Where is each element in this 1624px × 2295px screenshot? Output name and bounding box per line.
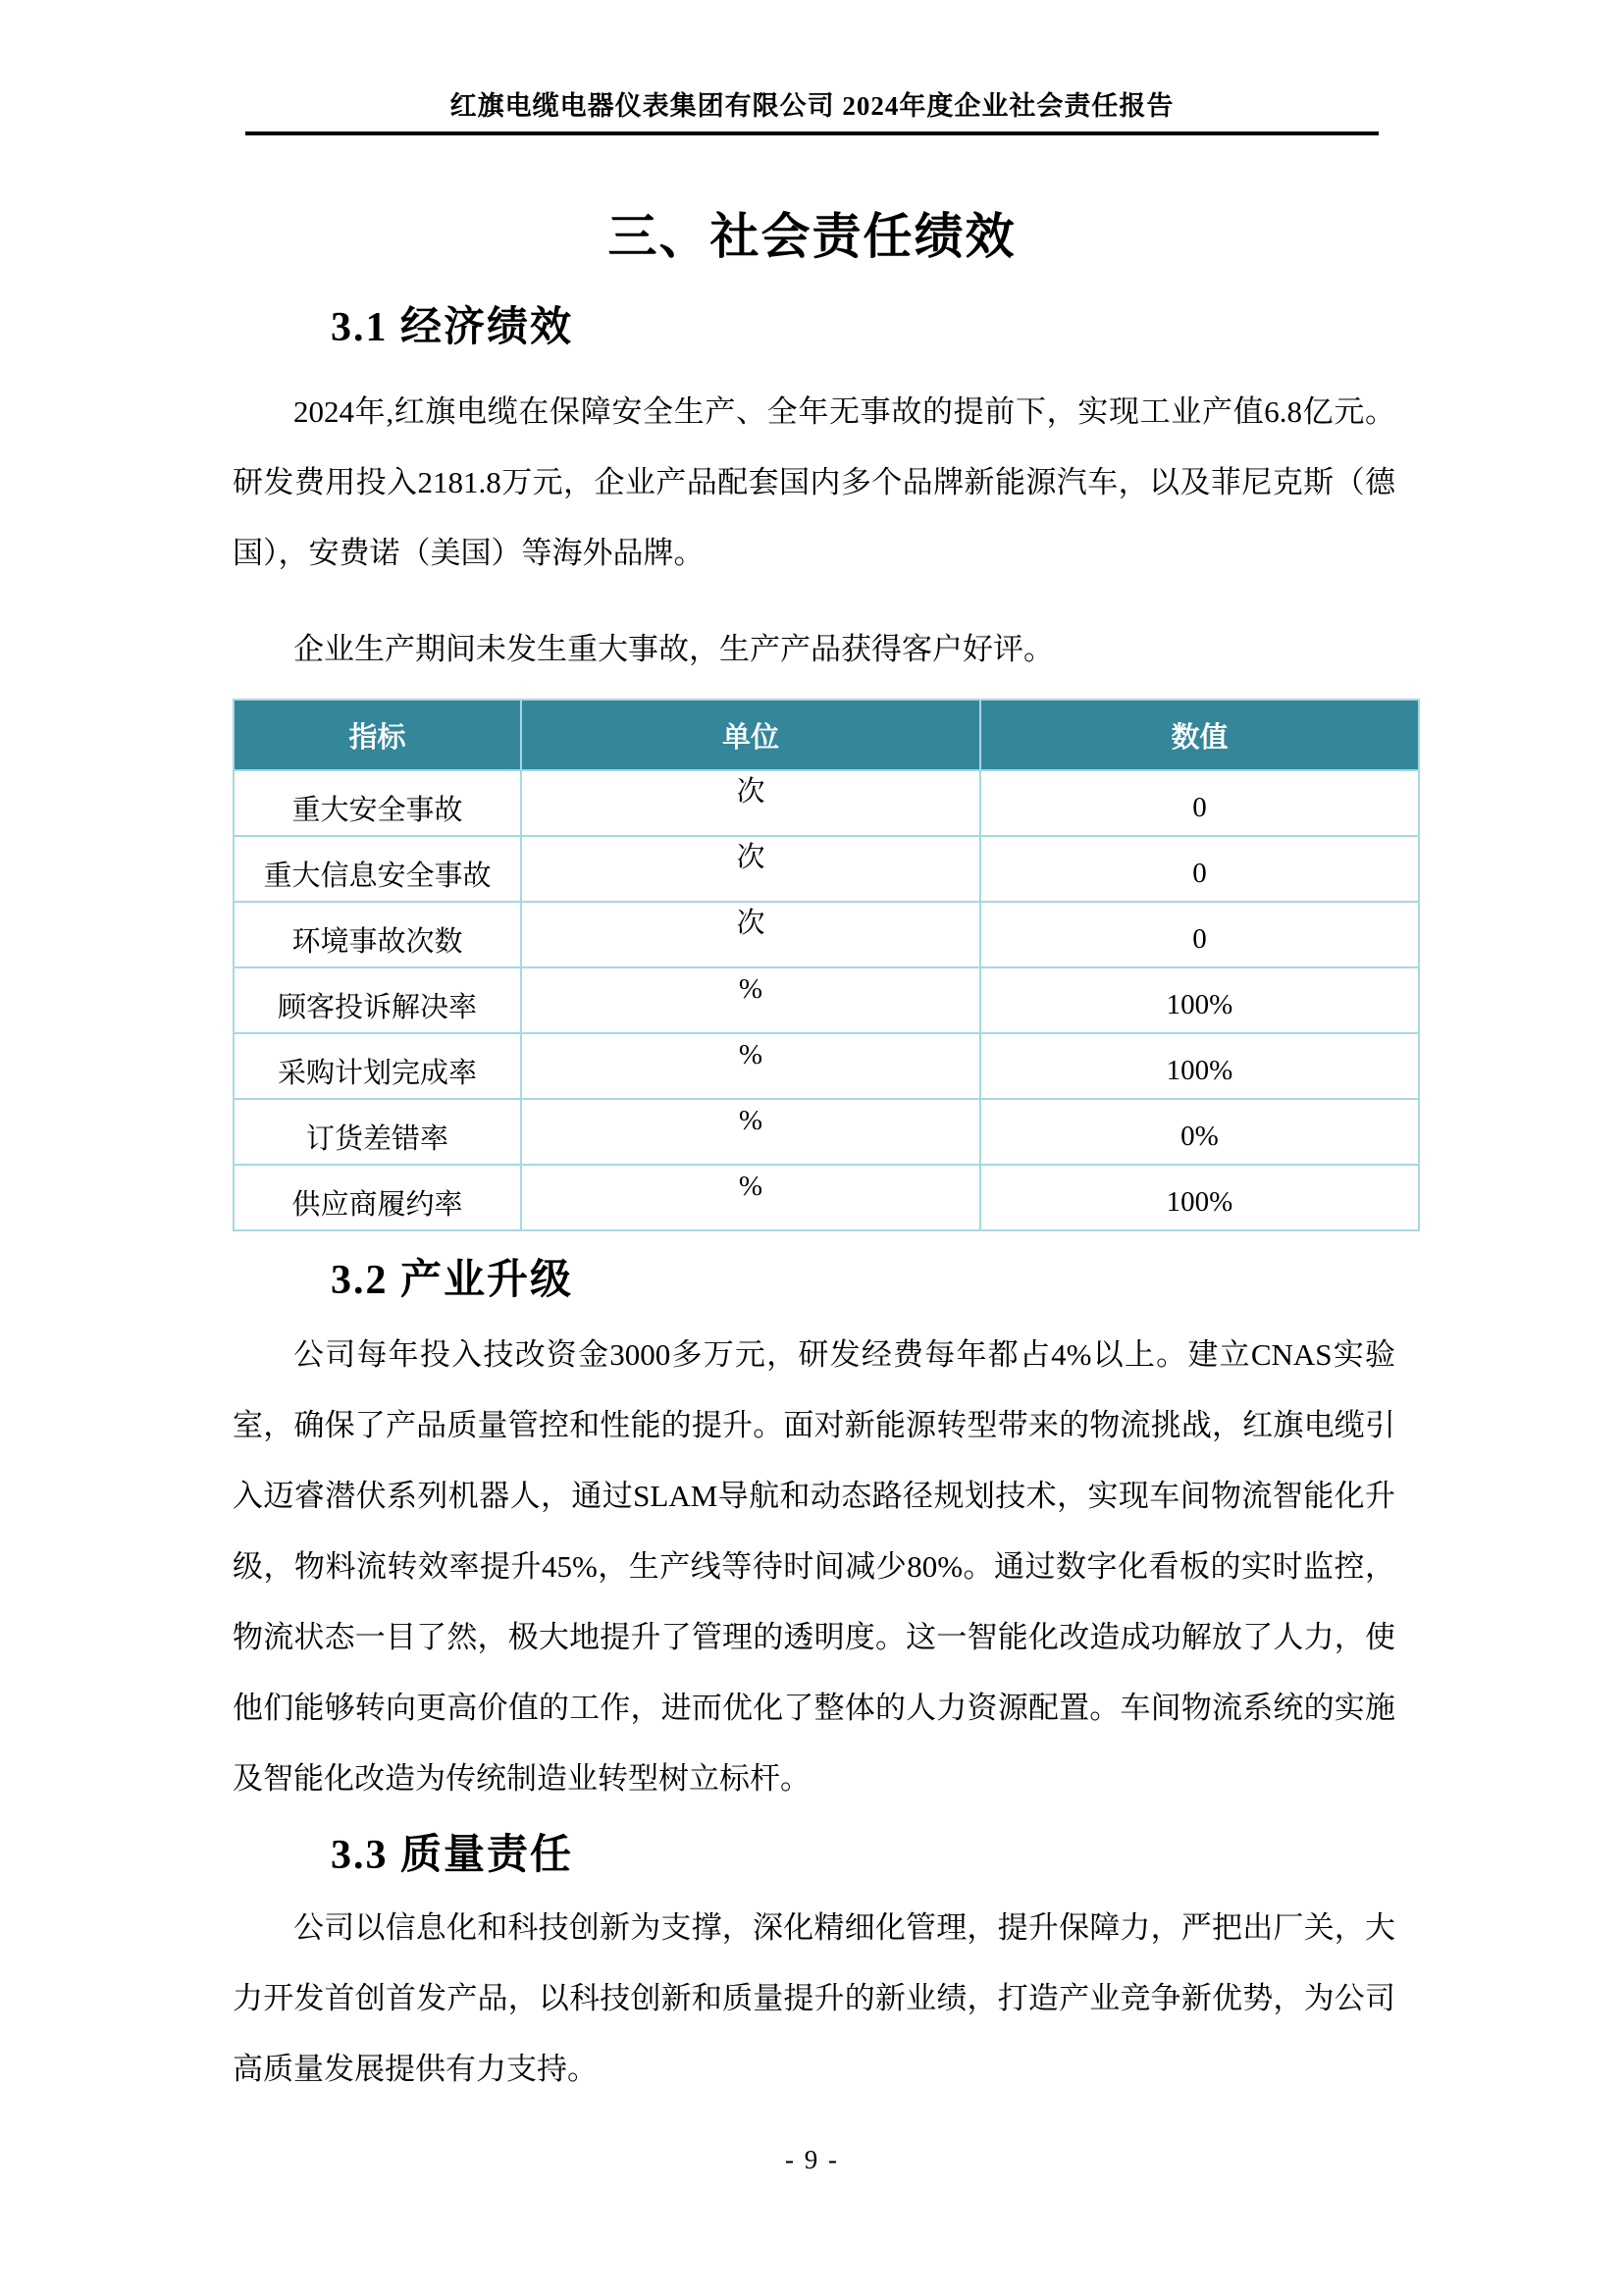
table-row xyxy=(234,1033,1419,1099)
page-number: - 9 - xyxy=(785,2145,839,2174)
section-heading-3-1: 3.1 经济绩效 xyxy=(331,305,574,351)
cell-value: 0 xyxy=(980,836,1419,902)
cell-unit: 次 xyxy=(521,770,980,836)
cell-value: 100% xyxy=(980,1033,1419,1099)
cell-value: 100% xyxy=(980,1165,1419,1230)
table-header-indicator: 指标 xyxy=(234,700,521,770)
cell-value: 100% xyxy=(980,967,1419,1033)
table-row xyxy=(234,967,1419,1033)
cell-value: 0 xyxy=(980,902,1419,967)
cell-unit: % xyxy=(521,1033,980,1099)
cell-unit: % xyxy=(521,1165,980,1230)
cell-unit: % xyxy=(521,967,980,1033)
report-header-title: 红旗电缆电器仪表集团有限公司 2024年度企业社会责任报告 xyxy=(449,91,1175,121)
table-header-row xyxy=(234,700,1419,770)
paragraph: 公司每年投入技改资金3000多万元，研发经费每年都占4%以上。建立CNAS实验室，确保了产品质量管控和性能的提升。面对新能源转型带来的物流挑战，红旗电缆引入迈睿潜伏系列机器人，通过SLAM导航和动态路径规划技术，实现车间物流智能化升级，物料流转效率提升45%，生产线等待时间减少80%。通过数字化看板的实时监控，物流状态一目了然，极大地提升了管理的透明度。这一智能化改造成功解放了人力，使他们能够转向更高价值的工作，进而优化了整体的人力资源配置。车间物流系统的实施及智能化改造为传统制造业转型树立标杆。 xyxy=(233,1337,1395,1797)
cell-value: 0% xyxy=(980,1099,1419,1165)
header-divider-rule xyxy=(245,131,1379,135)
cell-unit: % xyxy=(521,1099,980,1165)
cell-indicator: 顾客投诉解决率 xyxy=(234,967,521,1033)
table-header-unit: 单位 xyxy=(521,700,980,770)
cell-indicator: 订货差错率 xyxy=(234,1099,521,1165)
cell-unit: 次 xyxy=(521,836,980,902)
table-row xyxy=(234,902,1419,967)
cell-unit: 次 xyxy=(521,902,980,967)
document-body xyxy=(233,304,1395,2105)
section-heading-3-2: 3.2 产业升级 xyxy=(331,1258,574,1304)
paragraph: 公司以信息化和科技创新为支撑，深化精细化管理，提升保障力，严把出厂关，大力开发首创首发产品，以科技创新和质量提升的新业绩，打造产业竞争新优势，为公司高质量发展提供有力支持。 xyxy=(233,1910,1395,2087)
paragraph: 企业生产期间未发生重大事故，生产产品获得客户好评。 xyxy=(293,632,1054,667)
section-heading-3-3: 3.3 质量责任 xyxy=(331,1833,574,1879)
economic-metrics-table xyxy=(233,699,1420,1231)
table-row xyxy=(234,1099,1419,1165)
table-row xyxy=(234,836,1419,902)
cell-indicator: 重大安全事故 xyxy=(234,770,521,836)
page-title: 三、社会责任绩效 xyxy=(607,209,1017,265)
cell-indicator: 环境事故次数 xyxy=(234,902,521,967)
table-row xyxy=(234,1165,1419,1230)
table-header-value: 数值 xyxy=(980,700,1419,770)
cell-indicator: 供应商履约率 xyxy=(234,1165,521,1230)
cell-indicator: 采购计划完成率 xyxy=(234,1033,521,1099)
cell-value: 0 xyxy=(980,770,1419,836)
cell-indicator: 重大信息安全事故 xyxy=(234,836,521,902)
paragraph: 2024年,红旗电缆在保障安全生产、全年无事故的提前下，实现工业产值6.8亿元。研发费用投入2181.8万元，企业产品配套国内多个品牌新能源汽车，以及菲尼克斯（德国），安费诺（美国）等海外品牌。 xyxy=(233,394,1395,571)
table-row xyxy=(234,770,1419,836)
